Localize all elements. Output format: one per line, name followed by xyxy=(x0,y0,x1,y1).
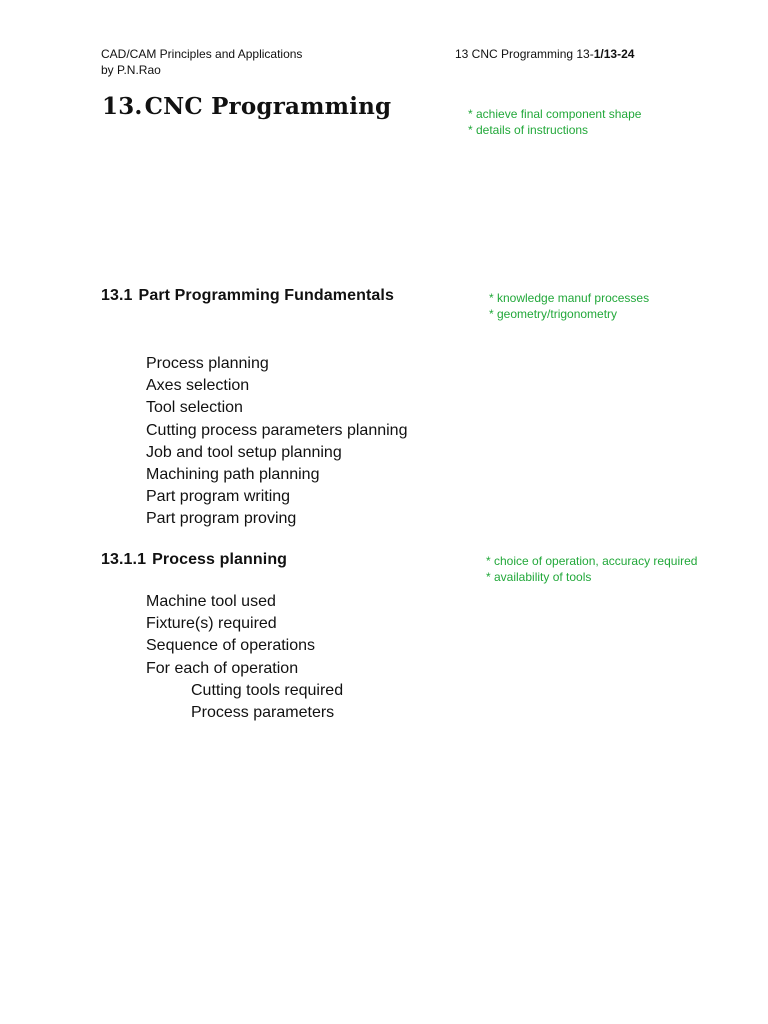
chapter-number: 13. xyxy=(102,93,143,120)
list-item: Cutting process parameters planning xyxy=(146,421,408,439)
book-title: CAD/CAM Principles and Applications xyxy=(101,47,303,61)
chapter-title-text: CNC Programming xyxy=(144,93,392,120)
section-heading-13-1-1 xyxy=(101,551,287,569)
list-item: Tool selection xyxy=(146,399,243,417)
sub-list-item: Cutting tools required xyxy=(191,681,344,699)
chapter-title xyxy=(102,93,391,120)
section-1-1-notes xyxy=(486,553,697,585)
list-item: Sequence of operations xyxy=(146,637,316,655)
note-line: * details of instructions xyxy=(468,123,589,137)
note-line: * knowledge manuf processes xyxy=(489,291,650,305)
list-item: Fixture(s) required xyxy=(146,615,277,633)
section-1-notes xyxy=(489,290,649,322)
section-heading-13-1 xyxy=(101,287,394,305)
page-number: 1 xyxy=(593,47,601,61)
list-item: Axes selection xyxy=(146,377,250,395)
section-title: Part Programming Fundamentals xyxy=(138,287,394,304)
running-header-right xyxy=(455,46,634,62)
list-item: Part program writing xyxy=(146,488,291,506)
section-1-1-list xyxy=(146,591,343,724)
section-title: Process planning xyxy=(152,551,288,568)
note-line: * availability of tools xyxy=(486,570,592,584)
note-line: * geometry/trigonometry xyxy=(489,307,618,321)
list-item: Process planning xyxy=(146,355,269,372)
note-line: * achieve final component shape xyxy=(468,107,642,121)
list-item: Machine tool used xyxy=(146,593,276,610)
section-number: 13.1 xyxy=(101,287,133,304)
author: by P.N.Rao xyxy=(101,63,161,77)
section-1-list xyxy=(146,353,407,531)
page-total: 13-24 xyxy=(603,47,635,61)
chapter-notes xyxy=(468,106,641,138)
list-item: Part program proving xyxy=(146,510,297,528)
list-item: Job and tool setup planning xyxy=(146,443,342,461)
page-separator: / xyxy=(600,47,604,61)
chapter-ref: 13 CNC Programming 13- xyxy=(455,47,594,61)
list-item: Machining path planning xyxy=(146,466,320,484)
note-line: * choice of operation, accuracy required xyxy=(486,554,698,568)
sub-list-item: Process parameters xyxy=(191,704,335,722)
section-number: 13.1.1 xyxy=(101,551,147,568)
running-header-left xyxy=(101,46,302,78)
list-item: For each of operation xyxy=(146,659,299,677)
